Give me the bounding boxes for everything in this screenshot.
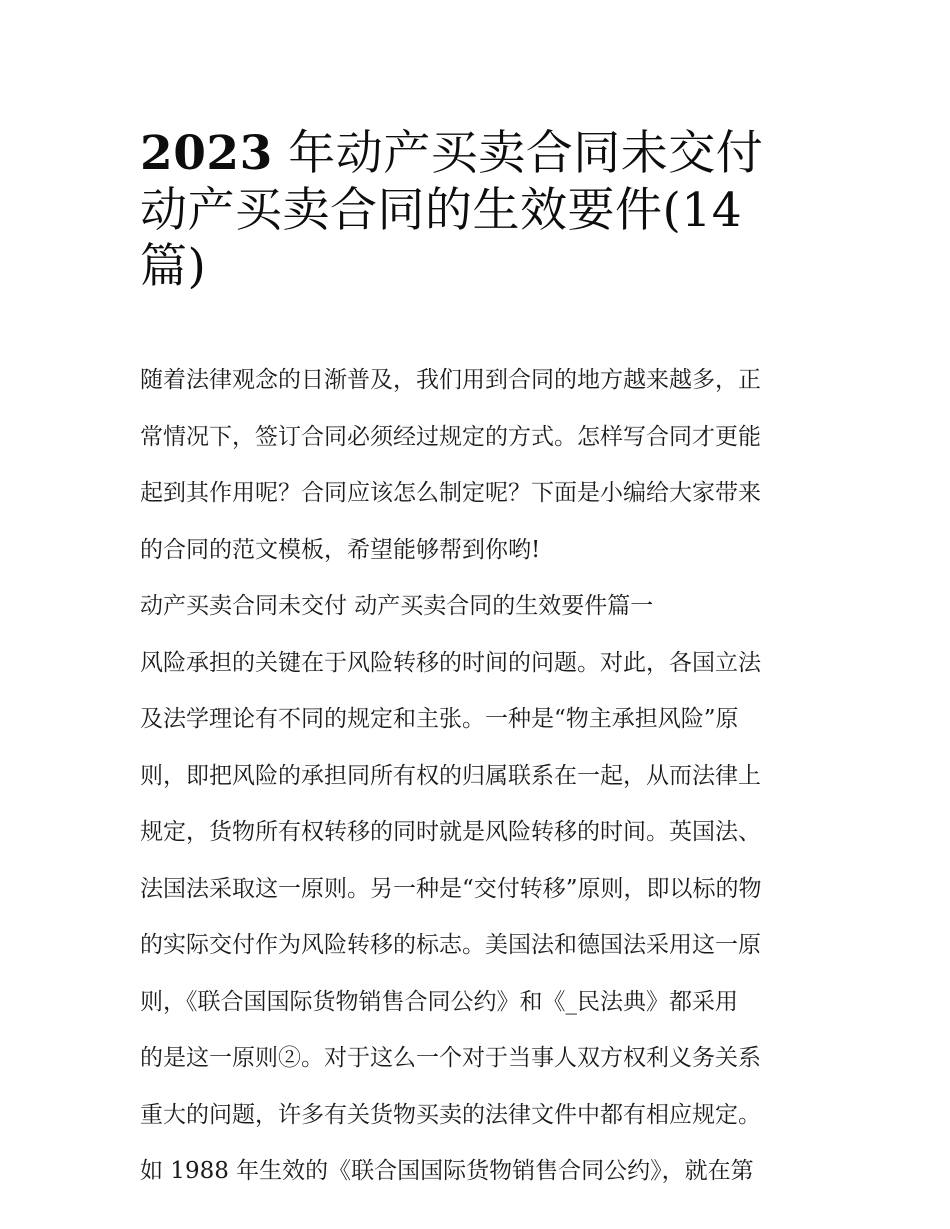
body-line: 如 1988 年生效的《联合国国际货物销售合同公约》，就在第 [140,1158,754,1184]
body-line: 风险承担的关键在于风险转移的时间的问题。对此，各国立法 [140,649,761,676]
body-line: 的合同的范文模板，希望能够帮到你哟! [140,536,541,563]
section-heading: 动产买卖合同未交付 动产买卖合同的生效要件篇一 [140,593,654,619]
body-line: 则，即把风险的承担同所有权的归属联系在一起，从而法律上 [140,762,761,789]
document-title [140,114,820,294]
body-line: 法国法采取这一原则。另一种是“交付转移”原则，即以标的物 [140,875,762,902]
body-line: 随着法律观念的日渐普及，我们用到合同的地方越来越多，正 [140,367,761,393]
document-body [140,352,820,1200]
title-year: 2023 [140,126,273,181]
title-line-3: 篇) [140,239,207,294]
body-line: 常情况下，签订合同必须经过规定的方式。怎样写合同才更能 [140,423,761,450]
title-line-1-rest: 年动产买卖合同未交付 [272,126,764,181]
title-line-2: 动产买卖合同的生效要件(14 [140,182,743,238]
title-line-1 [140,114,820,181]
body-line: 则，《联合国国际货物销售合同公约》和《_民法典》都采用 [140,988,738,1015]
body-line: 及法学理论有不同的规定和主张。一种是“物主承担风险”原 [140,706,739,732]
body-line: 的实际交付作为风险转移的标志。美国法和德国法采用这一原 [140,932,761,958]
body-line: 规定，货物所有权转移的同时就是风险转移的时间。英国法、 [140,819,761,845]
body-line: 重大的问题，许多有关货物买卖的法律文件中都有相应规定。 [140,1101,761,1128]
body-line: 起到其作用呢？合同应该怎么制定呢？下面是小编给大家带来 [140,480,761,506]
body-line: 的是这一原则②。对于这么一个对于当事人双方权利义务关系 [140,1045,761,1071]
